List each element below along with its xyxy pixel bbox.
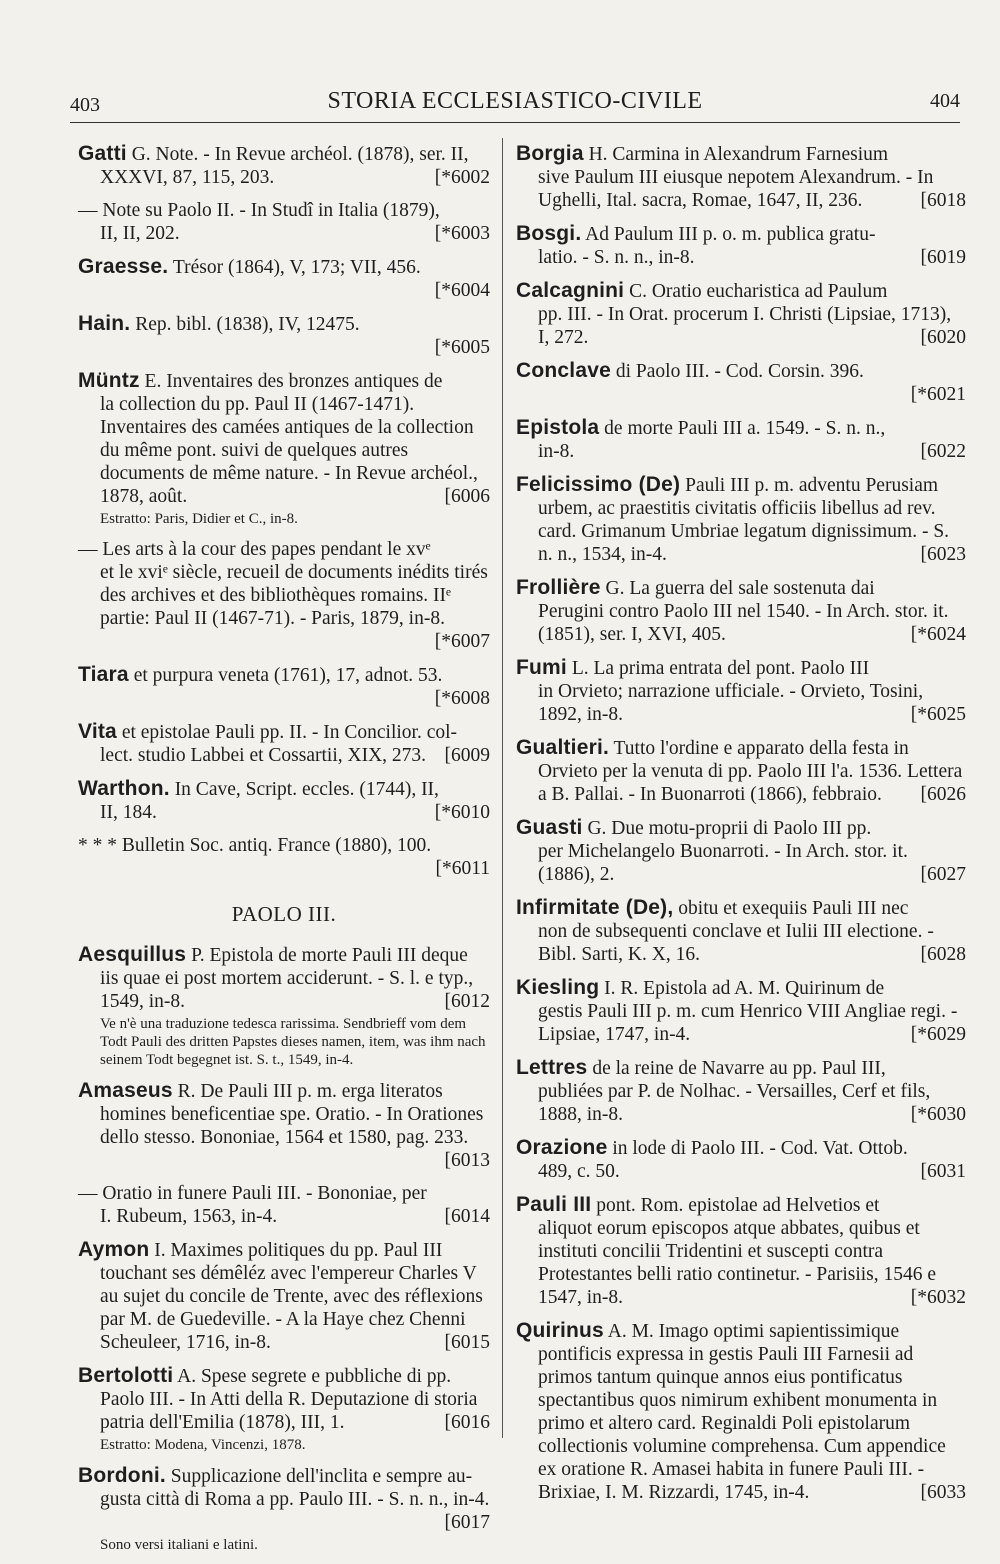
entry-number: [6016 [444, 1412, 490, 1433]
entry-body [516, 600, 966, 646]
entry-first-line: A. Spese segrete e pubbliche di pp. [173, 1366, 452, 1387]
entry-author: Bertolotti [78, 1364, 174, 1387]
entry-number: [*6021 [910, 384, 966, 405]
right-page-number: 404 [930, 90, 960, 112]
entry-author: Orazione [516, 1136, 608, 1159]
entry-text: iis quae ei post mortem acciderunt. - S. l. e typ., 1549, in-8. [100, 968, 474, 1012]
entry-author: Graesse. [78, 255, 169, 278]
entry-body [78, 1388, 490, 1434]
entry-author: Aymon [78, 1238, 150, 1261]
entry-first-line: Pauli III p. m. adventu Perusiam [680, 475, 939, 496]
entry-text: 489, c. 50. [538, 1161, 620, 1182]
entry-number: [6009 [444, 745, 490, 766]
bibliography-entry [78, 312, 490, 359]
entry-first-line: A. M. Imago optimi sapientissimique [603, 1321, 900, 1342]
bibliography-entry [516, 896, 966, 966]
entry-first-line: — Les arts à la cour des papes pendant le xvᵉ [78, 539, 431, 560]
entry-text: urbem, ac praestitis civitatis officiis libellus ad rev. card. Grimanum Umbriae legatum dignissimum. - S. n. n., 1534, in-4. [538, 498, 950, 565]
entry-note: Ve n'è una traduzione tedesca rarissima. Sendbrieff vom dem Todt Pauli des dritten Papstes dieses namen, item, was ihm nach seinem Todt begegnet ist. S. t., 1549, in-4. [100, 1016, 486, 1068]
entry-author: Borgia [516, 142, 584, 165]
entry-text: Paolo III. - In Atti della R. Deputazione di storia patria dell'Emilia (1878), III, 1. [100, 1389, 478, 1433]
entry-first-line: I. R. Epistola ad A. M. Quirinum de [599, 978, 885, 999]
entry-body [516, 246, 966, 269]
entry-first-line: E. Inventaires des bronzes antiques de [139, 371, 443, 392]
entry-first-line: * * * Bulletin Soc. antiq. France (1880), 100. [78, 835, 432, 856]
entry-body [78, 1205, 490, 1228]
entry-body [516, 920, 966, 966]
entry-body [516, 166, 966, 212]
entry-number: [*6005 [434, 337, 490, 358]
entry-first-line: L. La prima entrata del pont. Paolo III [566, 658, 870, 679]
bibliography-entry [78, 663, 490, 710]
entry-author: Müntz [78, 369, 140, 392]
entry-author: Pauli III [516, 1193, 592, 1216]
right-column [516, 142, 966, 1514]
entry-author: Conclave [516, 359, 611, 382]
entry-number: [*6010 [434, 802, 490, 823]
entry-author: Kiesling [516, 976, 600, 999]
entry-body [516, 497, 966, 566]
entry-text: non de subsequenti conclave et Iulii III electione. - Bibl. Sarti, K. X, 16. [538, 921, 934, 965]
bibliography-entry [516, 1193, 966, 1309]
entry-text: aliquot eorum episcopos atque abbates, quibus et instituti concilii Tridentini et suscepti contra Protestantes belli ratio continetur. - Parisiis, 1546 e 1547, in-8. [538, 1218, 937, 1308]
entry-text: lect. studio Labbei et Cossartii, XIX, 273. [100, 745, 427, 766]
entry-number: [6020 [920, 327, 966, 348]
entry-number: [*6032 [910, 1287, 966, 1308]
entry-first-line: et epistolae Pauli pp. II. - In Concilior. col- [116, 722, 458, 743]
entry-body [78, 222, 490, 245]
bibliography-entry [516, 576, 966, 646]
entry-first-line: C. Oratio eucharistica ad Paulum [624, 281, 888, 302]
entry-author: Bosgi. [516, 222, 582, 245]
entry-first-line: H. Carmina in Alexandrum Farnesium [583, 144, 889, 165]
bibliography-entry [516, 222, 966, 269]
entry-number: [*6011 [435, 858, 490, 879]
entry-first-line: G. Due motu-proprii di Paolo III pp. [582, 818, 872, 839]
entry-number: [*6003 [434, 223, 490, 244]
entry-author: Fumi [516, 656, 567, 679]
entry-body [78, 1488, 490, 1533]
entry-body [516, 1160, 966, 1183]
entry-text: la collection du pp. Paul II (1467-1471). Inventaires des camées antiques de la collection du même pont. suivi de quelques autres documents de même nature. - In Revue archéol., 1878, août. [100, 394, 478, 507]
entry-text: et le xviᵉ siècle, recueil de documents inédits tirés des archives et des bibliothèques romains. IIᵉ partie: Paul II (1467-71). - Paris, 1879, in-8. [100, 562, 488, 629]
left-column [78, 142, 490, 1564]
entry-body [516, 840, 966, 886]
entry-first-line: et purpura veneta (1761), 17, adnot. 53. [128, 665, 443, 686]
entry-text: XXXVI, 87, 115, 203. [100, 167, 275, 188]
entry-first-line: Ad Paulum III p. o. m. publica gratu- [581, 224, 876, 245]
entry-text: II, 184. [100, 802, 157, 823]
bibliography-entry [516, 1056, 966, 1126]
section-title: PAOLO III. [231, 902, 337, 926]
bibliography-entry [78, 777, 490, 824]
entry-text: pontificis expressa in gestis Pauli III Farnesii ad primos tantum quinque annos eius pontificatus spectantibus quos nimirum exhibent monumenta in primo et altero card. Reginaldi Poli epistolarum collectionis volumine comprehensa. Cum appendice ex oratione R. Amasei habita in funere Pauli III. - Brixiae, I. M. Rizzardi, 1745, in-4. [538, 1344, 946, 1503]
bibliography-entry [516, 473, 966, 566]
running-header [70, 88, 960, 123]
entry-number: [6012 [444, 991, 490, 1012]
entry-text: in-8. [538, 441, 575, 462]
entry-number: [*6002 [434, 167, 490, 188]
entry-first-line: de morte Pauli III a. 1549. - S. n. n., [599, 418, 886, 439]
entry-first-line: G. Note. - In Revue archéol. (1878), ser. II, [126, 144, 469, 165]
bibliography-entry [516, 1136, 966, 1183]
entry-author: Amaseus [78, 1079, 173, 1102]
bibliography-entry [78, 142, 490, 189]
entry-first-line: R. De Pauli III p. m. erga literatos [172, 1081, 443, 1102]
entry-number: [6027 [920, 864, 966, 885]
bibliography-entry [516, 736, 966, 806]
entry-author: Aesquillus [78, 943, 187, 966]
entry-number: [6014 [444, 1206, 490, 1227]
entry-text: pp. III. - In Orat. procerum I. Christi (Lipsiae, 1713), I, 272. [538, 304, 952, 348]
entry-text: touchant ses démêléz avec l'empereur Charles V au sujet du concile de Trente, avec des réflexions par M. de Guedeville. - A la Haye chez Chenni Scheuleer, 1716, in-8. [100, 1263, 483, 1353]
entry-number: [*6007 [434, 631, 490, 652]
entry-body [78, 561, 490, 652]
entry-number: [6017 [444, 1512, 490, 1533]
entry-number: [6033 [920, 1482, 966, 1503]
entry-text: sive Paulum III eiusque nepotem Alexandrum. - In Ughelli, Ital. sacra, Romae, 1647, II, 236. [538, 167, 934, 211]
entry-author: Felicissimo (De) [516, 473, 681, 496]
entry-first-line: I. Maximes politiques du pp. Paul III [149, 1240, 443, 1261]
entry-text: II, II, 202. [100, 223, 180, 244]
entry-note: Sono versi italiani e latini. [100, 1537, 258, 1553]
entry-number: [*6025 [910, 704, 966, 725]
entry-body [516, 1000, 966, 1046]
entry-author: Tiara [78, 663, 129, 686]
entry-note: Estratto: Modena, Vincenzi, 1878. [100, 1437, 306, 1453]
entry-body [516, 303, 966, 349]
bibliography-entry [78, 255, 490, 302]
entry-body [78, 967, 490, 1013]
entry-first-line: P. Epistola de morte Pauli III deque [186, 945, 468, 966]
bibliography-entry [516, 816, 966, 886]
bibliography-entry [516, 656, 966, 726]
entry-author: Hain. [78, 312, 131, 335]
entry-number: [*6030 [910, 1104, 966, 1125]
bibliography-entry [78, 1238, 490, 1354]
bibliography-entry [516, 359, 966, 406]
entry-number: [6006 [444, 486, 490, 507]
entry-first-line: Rep. bibl. (1838), IV, 12475. [130, 314, 360, 335]
entry-text: Perugini contro Paolo III nel 1540. - In Arch. stor. it. (1851), ser. I, XVI, 405. [538, 601, 949, 645]
entry-author: Infirmitate (De), [516, 896, 674, 919]
entry-body [78, 1103, 490, 1171]
entry-number: [6018 [920, 190, 966, 211]
bibliography-entry [516, 976, 966, 1046]
entry-note: Estratto: Paris, Didier et C., in-8. [100, 511, 298, 527]
entry-text: gestis Pauli III p. m. cum Henrico VIII Angliae regi. - Lipsiae, 1747, in-4. [538, 1001, 958, 1045]
entry-text: gusta città di Roma a pp. Paulo III. - S. n. n., in-4. [100, 1489, 490, 1510]
entry-author: Gatti [78, 142, 127, 165]
entry-first-line: pont. Rom. epistolae ad Helvetios et [591, 1195, 880, 1216]
entry-body [78, 801, 490, 824]
entry-body [516, 1217, 966, 1309]
entry-first-line: — Note su Paolo II. - In Studî in Italia (1879), [78, 200, 440, 221]
entry-body [516, 1080, 966, 1126]
entry-text: Orvieto per la venuta di pp. Paolo III l'a. 1536. Lettera a B. Pallai. - In Buonarroti (1866), febbraio. [538, 761, 963, 805]
bibliography-entry [78, 199, 490, 245]
entry-number: [6026 [920, 784, 966, 805]
entry-body [516, 1343, 966, 1504]
entry-body [516, 440, 966, 463]
entry-body [516, 760, 966, 806]
entry-number: [6023 [920, 544, 966, 565]
bibliography-entry [78, 720, 490, 767]
bibliography-entry [78, 943, 490, 1069]
entry-number: [6015 [444, 1332, 490, 1353]
entry-first-line: — Oratio in funere Pauli III. - Bononiae, per [78, 1183, 427, 1204]
bibliography-entry [78, 1079, 490, 1172]
entry-text: per Michelangelo Buonarroti. - In Arch. stor. it. (1886), 2. [538, 841, 908, 885]
entry-author: Warthon. [78, 777, 170, 800]
bibliography-entry [78, 1182, 490, 1228]
bibliography-entry [516, 142, 966, 212]
bibliography-entry [78, 834, 490, 880]
entry-author: Frollière [516, 576, 601, 599]
entry-first-line: G. La guerra del sale sostenuta dai [600, 578, 875, 599]
entry-number: [*6024 [910, 624, 966, 645]
entry-text: homines beneficentiae spe. Oratio. - In Orationes dello stesso. Bononiae, 1564 et 1580, pag. 233. [100, 1104, 484, 1148]
entry-author: Calcagnini [516, 279, 625, 302]
column-divider [502, 138, 503, 1438]
entry-number: [6019 [920, 247, 966, 268]
entry-author: Gualtieri. [516, 736, 610, 759]
entry-first-line: Tutto l'ordine e apparato della festa in [609, 738, 909, 759]
entry-body [78, 166, 490, 189]
entry-number: [6028 [920, 944, 966, 965]
entry-text: publiées par P. de Nolhac. - Versailles, Cerf et fils, 1888, in-8. [538, 1081, 931, 1125]
entry-first-line: In Cave, Script. eccles. (1744), II, [169, 779, 439, 800]
entry-body [78, 744, 490, 767]
entry-author: Epistola [516, 416, 600, 439]
entry-text: latio. - S. n. n., in-8. [538, 247, 695, 268]
left-page-number: 403 [70, 94, 100, 116]
entry-author: Quirinus [516, 1319, 604, 1342]
entry-first-line: in lode di Paolo III. - Cod. Vat. Ottob. [607, 1138, 908, 1159]
entry-author: Guasti [516, 816, 583, 839]
entry-first-line: obitu et exequiis Pauli III nec [673, 898, 909, 919]
entry-text: in Orvieto; narrazione ufficiale. - Orvieto, Tosini, 1892, in-8. [538, 681, 924, 725]
entry-author: Lettres [516, 1056, 588, 1079]
entry-number: [6013 [444, 1150, 490, 1171]
entry-number: [6031 [920, 1161, 966, 1182]
entry-number: [6022 [920, 441, 966, 462]
entry-number: [*6004 [434, 280, 490, 301]
running-title: STORIA ECCLESIASTICO-CIVILE [327, 88, 703, 114]
entry-number: [*6008 [434, 688, 490, 709]
entry-author: Vita [78, 720, 117, 743]
bibliography-entry [78, 538, 490, 653]
entry-author: Bordoni. [78, 1464, 166, 1487]
entry-body [78, 1262, 490, 1354]
bibliography-entry [78, 369, 490, 528]
entry-body [78, 393, 490, 508]
entry-body [516, 680, 966, 726]
entry-text: I. Rubeum, 1563, in-4. [100, 1206, 278, 1227]
entry-first-line: di Paolo III. - Cod. Corsin. 396. [610, 361, 864, 382]
bibliography-entry [516, 416, 966, 463]
entry-first-line: de la reine de Navarre au pp. Paul III, [587, 1058, 886, 1079]
entry-first-line: Supplicazione dell'inclita e sempre au- [165, 1466, 473, 1487]
entry-number: [*6029 [910, 1024, 966, 1045]
bibliography-entry [516, 1319, 966, 1504]
bibliography-entry [516, 279, 966, 349]
entry-first-line: Trésor (1864), V, 173; VII, 456. [168, 257, 421, 278]
bibliography-entry [78, 1364, 490, 1454]
